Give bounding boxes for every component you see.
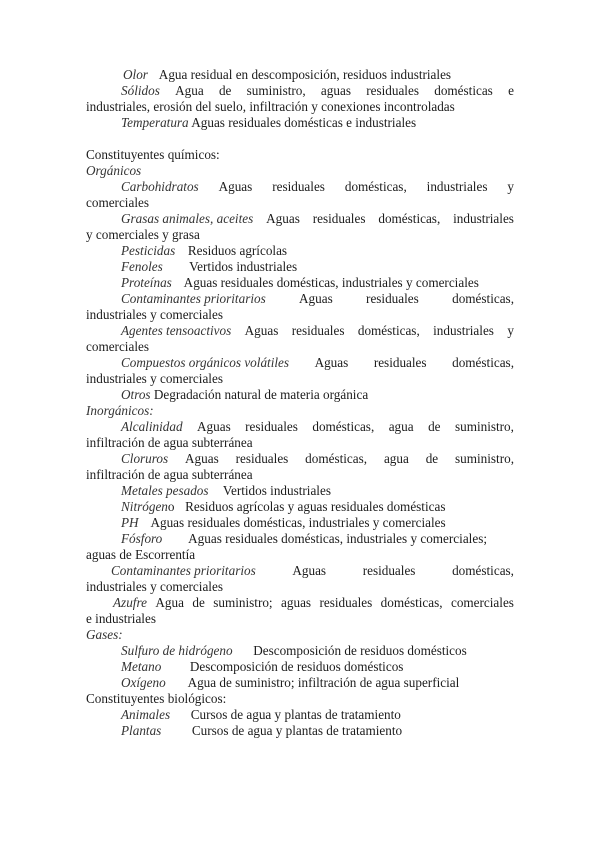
- line-ph: PH Aguas residuales domésticas, industriales y comerciales: [121, 515, 446, 530]
- line-grasas: Grasas animales, aceites Aguas residuales domésticas, industriales: [121, 211, 514, 226]
- line-metano: Metano Descomposición de residuos domésticos: [121, 659, 404, 674]
- line-fosforo: Fósforo Aguas residuales domésticas, industriales y comerciales;: [121, 531, 487, 546]
- line-otros: Otros Degradación natural de materia orgánica: [121, 387, 369, 402]
- line-solidos-cont: industriales, erosión del suelo, infiltración y conexiones incontroladas: [86, 99, 455, 114]
- line-contaminantes-1: Contaminantes prioritarios Aguas residuales domésticas,: [121, 291, 514, 306]
- line-azufre: Azufre Agua de suministro; aguas residuales domésticas, comerciales: [113, 595, 514, 610]
- line-animales: Animales Cursos de agua y plantas de tratamiento: [121, 707, 401, 722]
- line-agentes: Agentes tensoactivos Aguas residuales domésticas, industriales y: [121, 323, 514, 338]
- line-metales: Metales pesados Vertidos industriales: [121, 483, 331, 498]
- line-olor: [86, 67, 514, 83]
- section-quimicos: Constituyentes químicos:: [86, 147, 220, 162]
- line-carbohidratos: Carbohidratos Aguas residuales domésticas, industriales y: [121, 179, 514, 194]
- line-alcalinidad: Alcalinidad Aguas residuales domésticas, agua de suministro,: [121, 419, 514, 434]
- line-solidos: Sólidos Agua de suministro, aguas residuales domésticas e: [121, 83, 514, 98]
- section-organicos: Orgánicos: [86, 163, 142, 178]
- line-temperatura: [86, 115, 514, 131]
- line-contaminantes-2: Contaminantes prioritarios Aguas residuales domésticas,: [111, 563, 514, 578]
- description: Aguas residuales domésticas e industriales: [191, 115, 417, 130]
- line-cloruros: Cloruros Aguas residuales domésticas, agua de suministro,: [121, 451, 514, 466]
- line-oxigeno: Oxígeno Agua de suministro; infiltración de agua superficial: [121, 675, 460, 690]
- term: Temperatura: [121, 115, 189, 130]
- line-fenoles: Fenoles Vertidos industriales: [121, 259, 298, 274]
- section-gases: Gases:: [86, 627, 123, 642]
- line-pesticidas: Pesticidas Residuos agrícolas: [121, 243, 288, 258]
- line-nitrogeno: Nitrógeno Residuos agrícolas y aguas residuales domésticas: [121, 499, 446, 514]
- line-plantas: Plantas Cursos de agua y plantas de tratamiento: [121, 723, 403, 738]
- section-biologicos: Constituyentes biológicos:: [86, 691, 227, 706]
- term: Sólidos: [121, 83, 160, 98]
- line-proteinas: Proteínas Aguas residuales domésticas, industriales y comerciales: [121, 275, 479, 290]
- section-inorganicos: Inorgánicos:: [86, 403, 154, 418]
- document-page: Olor Agua residual en descomposición, residuos industriales Sólidos Agua de suministro, aguas residuales domésticas e industriales, erosión del suelo, infiltración y conexiones incontroladas Temperatura Aguas residuales domésticas e industriales Constituyentes químicos: Orgánicos Carbohidratos Aguas residuales domésticas, industriales y comerciales Grasas animales, aceites Aguas residuales domésticas, industriales y comerciales y grasa Pesticidas Residuos agrícolas Fenoles Vertidos industriales Proteínas Aguas residuales domésticas, industriales y comerciales Contaminantes prioritarios Aguas residuales domésticas, industriales y comerciales Agentes tensoactivos Aguas residuales domésticas, industriales y comerciales Compuestos orgánicos volátiles Aguas residuales domésticas, industriales y comerciales Otros Degradación natural de materia orgánica Inorgánicos: Alcalinidad Aguas residuales domésticas, agua de suministro, infiltración de agua subterránea Cloruros Aguas residuales domésticas, agua de suministro, infiltración de agua subterránea Metales pesados Vertidos industriales Nitrógeno Residuos agrícolas y aguas residuales domésticas PH Aguas residuales domésticas, industriales y comerciales Fósforo Aguas residuales domésticas, industriales y comerciales; aguas de Escorrentía Contaminantes prioritarios Aguas residuales domésticas, industriales y comerciales Azufre Agua de suministro; aguas residuales domésticas, comerciales e industriales Gases: Sulfuro de hidrógeno Descomposición de residuos domésticos Metano Descomposición de residuos domésticos Oxígeno Agua de suministro; infiltración de agua superficial Constituyentes biológicos: Animales Cursos de agua y plantas de tratamiento Plantas Cursos de agua y plantas de tratamiento: [86, 67, 514, 738]
- line-compuestos: Compuestos orgánicos volátiles Aguas residuales domésticas,: [121, 355, 514, 370]
- description: Agua residual en descomposición, residuos industriales: [158, 67, 452, 82]
- line-sulfuro: Sulfuro de hidrógeno Descomposición de residuos domésticos: [121, 643, 467, 658]
- term: Olor: [123, 67, 148, 82]
